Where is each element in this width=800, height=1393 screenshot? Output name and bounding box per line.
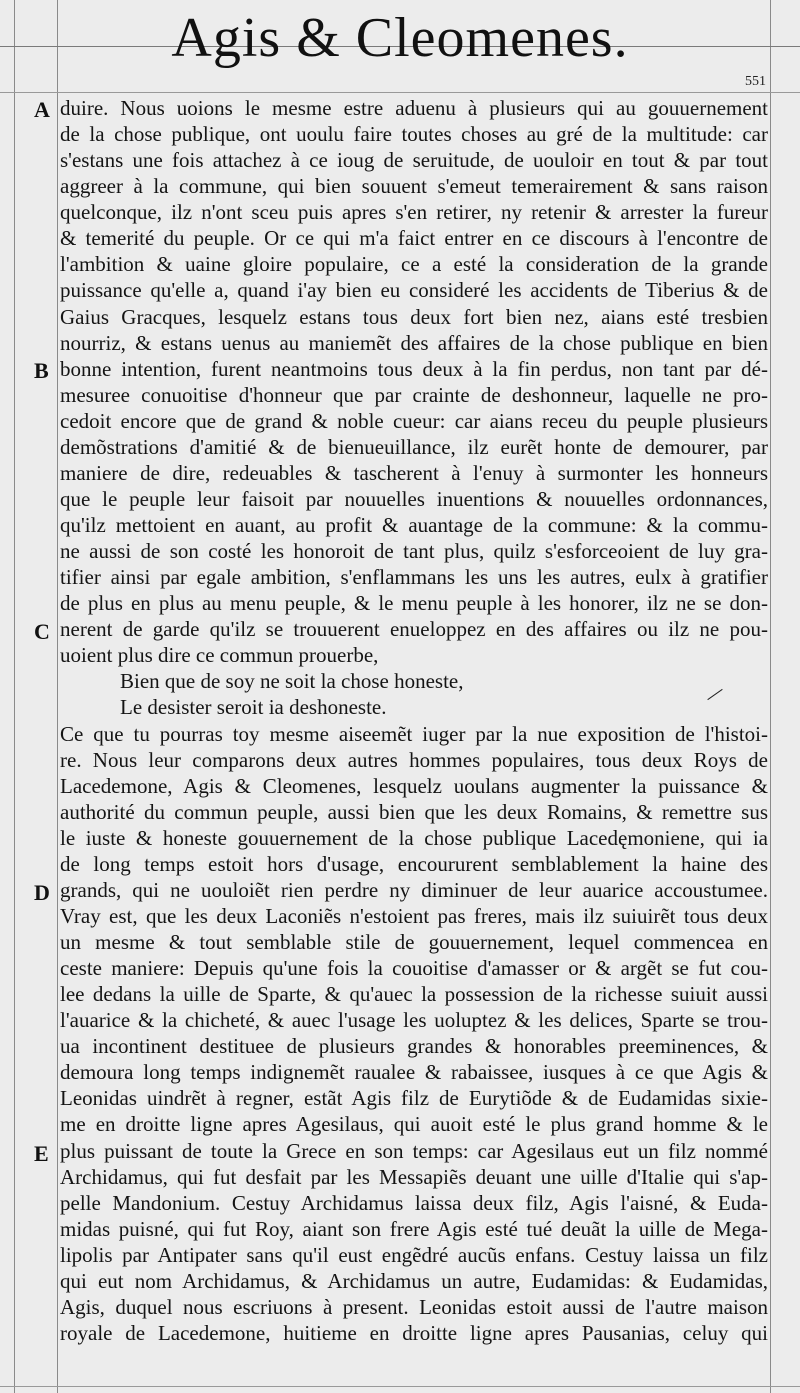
text-line: ne aussi de son costé les honoroit de tant plus, quilz s'esforceoient de luy gra- <box>60 539 768 564</box>
text-line: s'estans une fois attachez à ce ioug de seruitude, de uouloir en tout & par tout <box>60 148 768 173</box>
text-line: qui eut nom Archidamus, & Archidamus un autre, Eudamidas: & Eudamidas, <box>60 1268 768 1293</box>
text-line: quelconque, ilz n'ont sceu puis apres s'en retirer, ny retenir & arrester la fureur <box>60 200 768 225</box>
text-line: l'ambition & uaine gloire populaire, ce a esté la consideration de la grande <box>60 252 768 277</box>
text-line: mesuree conuoitise d'honneur que par crainte de deshonneur, laquelle ne pro- <box>60 382 768 407</box>
text-line: pelle Mandonium. Cestuy Archidamus laissa deux filz, Agis l'aisné, & Euda- <box>60 1190 768 1215</box>
text-line: de la chose publique, ont uoulu faire toutes choses au gré de la multitude: car <box>60 122 768 147</box>
text-line: duire. Nous uoions le mesme estre aduenu à plusieurs qui au gouuernement <box>60 96 768 120</box>
header-rule-lower <box>0 92 800 93</box>
text-line: aggreer à la commune, qui bien souuent s'emeut temerairement & sans raison <box>60 174 768 199</box>
text-line: que le peuple leur faisoit par nouuelles inuentions & nouuelles ordonnances, <box>60 486 768 511</box>
text-line: Leonidas uindrẽt à regner, estãt Agis filz de Eurytiõde & de Eudamidas sixie- <box>60 1086 768 1111</box>
text-line: puissance qu'elle a, quand i'ay bien eu consideré les accidents de Tiberius & de <box>60 278 768 303</box>
text-line: un mesme & tout semblable stile de gouuernement, lequel commencea en <box>60 930 768 954</box>
text-line: grands, qui ne uouloiẽt rien perdre ny diminuer de leur auarice accoustumee. <box>60 877 768 902</box>
text-line: me en droitte ligne apres Agesilaus, qui auoit esté le plus grand homme & le <box>60 1112 768 1137</box>
text-line: de plus en plus au menu peuple, & le menu peuple à les honorer, ilz ne se don- <box>60 591 768 616</box>
page-number: 551 <box>745 74 766 89</box>
margin-rule-left <box>14 0 15 1393</box>
text-line: plus puissant de toute la Grece en son temps: car Agesilaus eut un filz nommé <box>60 1138 768 1163</box>
text-line: re. Nous leur comparons deux autres hommes populaires, tous deux Roys de <box>60 747 768 772</box>
text-line: uoient plus dire ce commun prouerbe, <box>60 643 379 668</box>
marginal-letter-e: E <box>34 1141 49 1166</box>
text-line: l'auarice & la chicheté, & auec l'usage les uoluptez & les delices, Sparte se trou- <box>60 1008 768 1033</box>
text-line: ua incontinent destituee de plusieurs grandes & honorables preeminences, & <box>60 1034 768 1059</box>
text-line: lipolis par Antipater sans qu'il eust engẽdré aucũs enfans. Cestuy laissa un filz <box>60 1242 768 1267</box>
verse-line: Le desister seroit ia deshoneste. <box>120 695 387 720</box>
text-line: tifier ainsi par egale ambition, s'enflammans les uns les autres, eulx à gratifier <box>60 565 768 590</box>
margin-rule-inner <box>57 0 58 1393</box>
text-line: demõstrations d'amitié & de bienueuillance, ilz eurẽt honte de demourer, par <box>60 434 768 459</box>
text-line: cedoit encore que de grand & noble cueur: car aians receu du peuple plusieurs <box>60 408 768 433</box>
text-line: lee dedans la uille de Sparte, & qu'auec la possession de la richesse suiuit aussi <box>60 982 768 1007</box>
text-line: qu'ilz mettoient en auant, au profit & auantage de la commune: & la commu- <box>60 513 768 537</box>
text-line: maniere de dire, redeuables & tascherent à l'enuy à surmonter les honneurs <box>60 460 768 485</box>
text-line: nourriz, & estans uenus au maniemẽt des affaires de la chose publique en bien <box>60 330 768 355</box>
text-line: Agis, duquel nous escriuons à present. Leonidas estoit aussi de l'autre maison <box>60 1294 768 1319</box>
margin-rule-right <box>770 0 771 1393</box>
marginal-letter-a: A <box>34 97 50 122</box>
text-line: ceste maniere: Depuis qu'une fois la couoitise d'amasser or & argẽt se fut cou- <box>60 956 768 981</box>
text-line: de long temps estoit hors d'usage, encoururent semblablement la haine des <box>60 851 768 876</box>
page-title: Agis & Cleomenes. <box>171 7 629 69</box>
body-text <box>60 95 768 1346</box>
marginal-letter-d: D <box>34 880 50 905</box>
text-line: royale de Lacedemone, huitieme en droitte ligne apres Pausanias, celuy qui <box>60 1320 768 1345</box>
text-line: bonne intention, furent neantmoins tous deux à la fin perdus, non tant par dé- <box>60 356 768 381</box>
text-line: & temerité du peuple. Or ce qui m'a faict entrer en ce discours à l'encontre de <box>60 226 768 251</box>
text-line: demoura long temps indignemẽt raualee & rabaissee, iusques à ce que Agis & <box>60 1060 768 1085</box>
footer-rule <box>0 1386 800 1387</box>
text-line: Lacedemone, Agis & Cleomenes, lesquelz uoulans augmenter la puissance & <box>60 773 768 798</box>
verse-line: Bien que de soy ne soit la chose honeste, <box>120 669 464 694</box>
text-line: authorité du commun peuple, aussi bien que les deux Romains, & remettre sus <box>60 799 768 824</box>
text-line: Ce que tu pourras toy mesme aiseemẽt iuger par la nue exposition de l'histoi- <box>60 721 768 746</box>
marginal-letter-b: B <box>34 358 49 383</box>
text-line: Vray est, que les deux Laconiẽs n'estoient pas freres, mais ilz suiuirẽt tous deux <box>60 903 768 928</box>
text-line: Gaius Gracques, lesquelz estans tous deux fort bien nez, aians esté tresbien <box>60 304 768 329</box>
text-line: le iuste & honeste gouuernement de la chose publique Lacedęmoniene, qui ia <box>60 825 768 850</box>
marginal-letter-c: C <box>34 619 50 644</box>
text-line: midas puisné, qui fut Roy, aiant son frere Agis esté tué deuãt la uille de Mega- <box>60 1216 768 1241</box>
text-line: nerent de garde qu'ilz se trouuerent enueloppez en des affaires ou ilz ne pou- <box>60 617 768 642</box>
text-line: Archidamus, qui fut desfait par les Messapiẽs deuant une uille d'Italie qui s'ap- <box>60 1164 768 1189</box>
